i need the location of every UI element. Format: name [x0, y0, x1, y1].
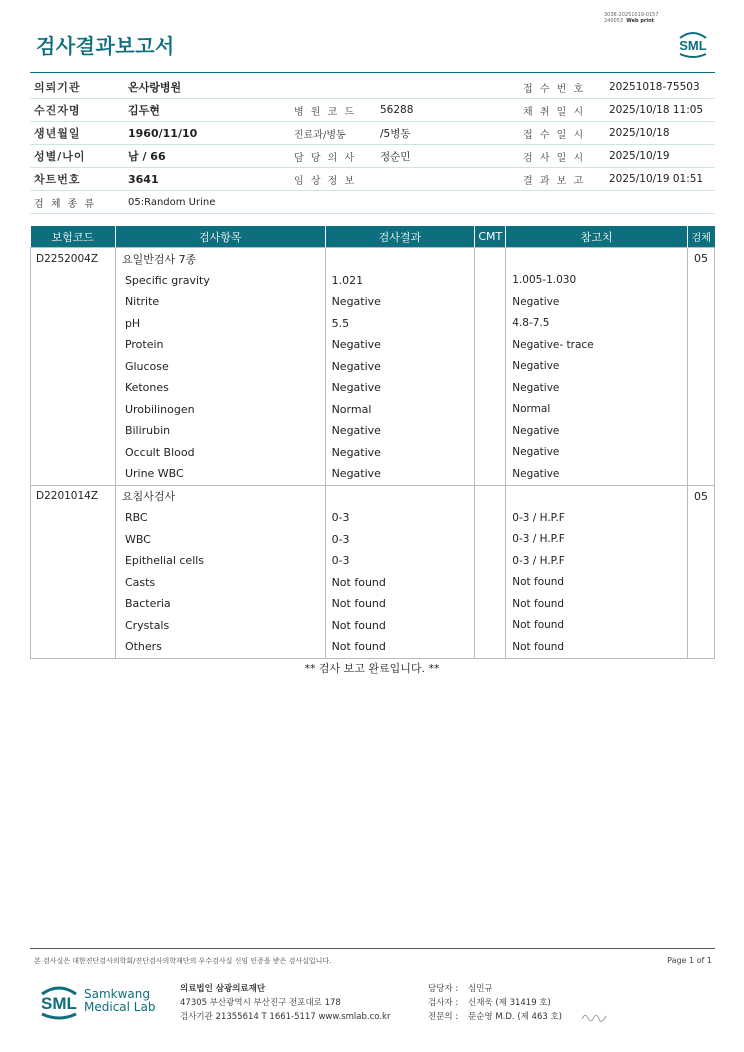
reference-value: 0-3 / H.P.F — [506, 529, 688, 551]
specimen-cell — [687, 615, 714, 637]
staff-row — [428, 1010, 562, 1024]
web-print-label: Web print — [626, 18, 655, 24]
specimen-cell — [687, 550, 714, 572]
test-item: Casts — [115, 572, 325, 594]
sml-logo-icon — [36, 980, 82, 1024]
table-row — [31, 442, 715, 464]
lab-address — [180, 982, 390, 1024]
info-value: 3641 — [118, 168, 284, 191]
info-label: 차트번호 — [30, 168, 118, 191]
info-label: 성별/나이 — [30, 145, 118, 168]
info-row — [30, 122, 715, 145]
result-group-row — [31, 248, 715, 270]
test-item: Occult Blood — [115, 442, 325, 464]
test-result: Negative — [325, 377, 475, 399]
reference-value: Not found — [506, 572, 688, 594]
test-result: Not found — [325, 615, 475, 637]
reference-value: Not found — [506, 636, 688, 658]
table-row — [31, 615, 715, 637]
footer-divider — [30, 948, 715, 949]
staff-name: 심민규 — [468, 984, 493, 994]
insurance-code-cell — [31, 377, 116, 399]
insurance-code-cell — [31, 270, 116, 292]
cmt-cell — [475, 529, 506, 551]
table-row — [31, 529, 715, 551]
specimen-cell — [687, 636, 714, 658]
test-item: Bacteria — [115, 593, 325, 615]
info-row — [30, 99, 715, 122]
insurance-code-cell — [31, 507, 116, 529]
staff-name: 문순영 M.D. (제 463 호) — [468, 1012, 563, 1022]
info-label: 생년월일 — [30, 122, 118, 145]
reference-value: Not found — [506, 593, 688, 615]
info-label: 진료과/병동 — [284, 122, 374, 145]
insurance-code-cell — [31, 615, 116, 637]
reference-value: Negative- trace — [506, 334, 688, 356]
test-result: 0-3 — [325, 550, 475, 572]
test-result: Negative — [325, 463, 475, 485]
info-label: 담 당 의 사 — [284, 145, 374, 168]
reference-value: 4.8-7.5 — [506, 313, 688, 335]
info-value: 김두현 — [118, 99, 284, 122]
test-result: Negative — [325, 334, 475, 356]
test-result: Not found — [325, 572, 475, 594]
info-row — [30, 76, 715, 99]
cmt-cell — [475, 442, 506, 464]
info-value: 20251018-75503 — [599, 76, 715, 99]
address-line: 47305 부산광역시 부산진구 전포대로 178 — [180, 998, 341, 1008]
info-value: 1960/11/10 — [118, 122, 284, 145]
col-header-item: 검사항목 — [115, 226, 325, 248]
staff-role: 담당자 : — [428, 984, 459, 994]
test-item: Ketones — [115, 377, 325, 399]
result-cell — [325, 248, 475, 270]
sml-logo-text: SML — [41, 994, 77, 1013]
insurance-code: D2201014Z — [31, 485, 116, 507]
info-value: /5병동 — [374, 122, 515, 145]
table-row — [31, 377, 715, 399]
reference-value: 1.005-1.030 — [506, 270, 688, 292]
lab-name-line1: Samkwang — [84, 987, 150, 1001]
reference-value: Negative — [506, 291, 688, 313]
specimen-cell — [687, 420, 714, 442]
test-item: Crystals — [115, 615, 325, 637]
table-row — [31, 334, 715, 356]
reference-value: Not found — [506, 615, 688, 637]
cmt-cell — [475, 270, 506, 292]
table-row — [31, 636, 715, 658]
cmt-cell — [475, 334, 506, 356]
cmt-cell — [475, 572, 506, 594]
results-header-row — [31, 226, 715, 248]
insurance-code-cell — [31, 334, 116, 356]
cmt-cell — [475, 636, 506, 658]
lab-name — [84, 988, 155, 1014]
insurance-code-cell — [31, 356, 116, 378]
table-row — [31, 420, 715, 442]
specimen-cell — [687, 572, 714, 594]
document-id — [604, 12, 659, 24]
specimen-cell — [687, 377, 714, 399]
header-divider — [30, 72, 715, 73]
test-item: Protein — [115, 334, 325, 356]
results-body — [31, 248, 715, 659]
info-row — [30, 168, 715, 191]
cmt-cell — [475, 507, 506, 529]
cmt-cell — [475, 313, 506, 335]
reference-value: Negative — [506, 377, 688, 399]
signature-icon — [580, 1010, 610, 1024]
info-value: 2025/10/19 — [599, 145, 715, 168]
insurance-code-cell — [31, 442, 116, 464]
cmt-cell — [475, 550, 506, 572]
info-label: 의뢰기관 — [30, 76, 118, 99]
table-row — [31, 572, 715, 594]
info-value: 남 / 66 — [118, 145, 284, 168]
test-result: Negative — [325, 442, 475, 464]
reference-value: Normal — [506, 399, 688, 421]
result-group-row — [31, 485, 715, 507]
sml-logo-text: SML — [679, 38, 707, 53]
staff-name: 신재욱 (제 31419 호) — [468, 998, 551, 1008]
cmt-cell — [475, 615, 506, 637]
info-value: 05:Random Urine — [118, 191, 715, 214]
staff-row — [428, 996, 562, 1010]
cmt-cell — [475, 593, 506, 615]
test-item: Urine WBC — [115, 463, 325, 485]
lab-name-line2: Medical Lab — [84, 1000, 156, 1014]
test-result: 1.021 — [325, 270, 475, 292]
test-item: Nitrite — [115, 291, 325, 313]
info-value: 정순민 — [374, 145, 515, 168]
col-header-ref: 참고치 — [506, 226, 688, 248]
report-complete-note: ** 검사 보고 완료입니다. ** — [304, 662, 440, 675]
test-item: Epithelial cells — [115, 550, 325, 572]
patient-info-table — [30, 76, 715, 214]
staff-row — [428, 982, 562, 996]
insurance-code-cell — [31, 463, 116, 485]
insurance-code-cell — [31, 550, 116, 572]
test-result: Not found — [325, 636, 475, 658]
insurance-code-cell — [31, 399, 116, 421]
info-row — [30, 191, 715, 214]
info-value: 2025/10/19 01:51 — [599, 168, 715, 191]
info-row — [30, 145, 715, 168]
specimen-cell — [687, 442, 714, 464]
insurance-code: D2252004Z — [31, 248, 116, 270]
specimen-cell — [687, 399, 714, 421]
certification-note: 본 검사실은 대한진단검사의학회/진단검사의학재단의 우수검사실 신임 인증을 받은 검사실입니다. — [34, 957, 332, 965]
table-row — [31, 507, 715, 529]
info-label: 임 상 정 보 — [284, 168, 374, 191]
specimen-cell — [687, 463, 714, 485]
table-row — [31, 399, 715, 421]
specimen-cell — [687, 334, 714, 356]
staff-list — [428, 982, 562, 1024]
test-item: pH — [115, 313, 325, 335]
reference-value: 0-3 / H.P.F — [506, 550, 688, 572]
cmt-cell — [475, 291, 506, 313]
insurance-code-cell — [31, 291, 116, 313]
table-row — [31, 463, 715, 485]
test-result: Negative — [325, 356, 475, 378]
test-group-name: 요침사검사 — [115, 485, 325, 507]
page-number: Page 1 of 1 — [667, 956, 712, 965]
report-title: 검사결과보고서 — [36, 34, 175, 58]
ref-cell — [506, 485, 688, 507]
cmt-cell — [475, 485, 506, 507]
info-label: 결 과 보 고 — [515, 168, 599, 191]
info-label: 접 수 번 호 — [515, 76, 599, 99]
test-item: WBC — [115, 529, 325, 551]
test-item: Glucose — [115, 356, 325, 378]
info-label: 검 사 일 시 — [515, 145, 599, 168]
info-label: 병 원 코 드 — [284, 99, 374, 122]
insurance-code-cell — [31, 529, 116, 551]
test-group-name: 요일반검사 7종 — [115, 248, 325, 270]
specimen-cell — [687, 291, 714, 313]
result-cell — [325, 485, 475, 507]
staff-role: 검사자 : — [428, 998, 459, 1008]
staff-role: 전문의 : — [428, 1012, 459, 1022]
table-row — [31, 313, 715, 335]
col-header-code: 보험코드 — [31, 226, 116, 248]
insurance-code-cell — [31, 313, 116, 335]
specimen-cell — [687, 270, 714, 292]
info-label: 채 취 일 시 — [515, 99, 599, 122]
col-header-specimen: 검체 — [687, 226, 714, 248]
test-item: Specific gravity — [115, 270, 325, 292]
insurance-code-cell — [31, 420, 116, 442]
test-item: Bilirubin — [115, 420, 325, 442]
table-row — [31, 356, 715, 378]
cmt-cell — [475, 420, 506, 442]
cmt-cell — [475, 377, 506, 399]
test-result: 0-3 — [325, 507, 475, 529]
contact-line: 검사기관 21355614 T 1661-5117 www.smlab.co.kr — [180, 1012, 391, 1022]
specimen-cell — [687, 507, 714, 529]
cmt-cell — [475, 399, 506, 421]
document-id-line2: 240053 — [604, 18, 624, 24]
table-row — [31, 593, 715, 615]
col-header-cmt: CMT — [475, 226, 506, 248]
info-value: 온사랑병원 — [118, 76, 515, 99]
sml-logo-icon — [674, 26, 712, 60]
test-result: Normal — [325, 399, 475, 421]
col-header-result: 검사결과 — [325, 226, 475, 248]
specimen-cell — [687, 593, 714, 615]
test-result: Negative — [325, 291, 475, 313]
insurance-code-cell — [31, 636, 116, 658]
specimen-cell — [687, 356, 714, 378]
test-result: Not found — [325, 593, 475, 615]
reference-value: Negative — [506, 442, 688, 464]
test-item: Urobilinogen — [115, 399, 325, 421]
cmt-cell — [475, 463, 506, 485]
test-result: 0-3 — [325, 529, 475, 551]
specimen-cell — [687, 313, 714, 335]
test-item: RBC — [115, 507, 325, 529]
info-value: 2025/10/18 11:05 — [599, 99, 715, 122]
table-row — [31, 550, 715, 572]
specimen-code: 05 — [687, 485, 714, 507]
info-label: 수진자명 — [30, 99, 118, 122]
cmt-cell — [475, 356, 506, 378]
specimen-cell — [687, 529, 714, 551]
info-label: 접 수 일 시 — [515, 122, 599, 145]
table-row — [31, 270, 715, 292]
insurance-code-cell — [31, 593, 116, 615]
test-result: 5.5 — [325, 313, 475, 335]
foundation-name: 의료법인 삼광의료재단 — [180, 984, 266, 994]
test-item: Others — [115, 636, 325, 658]
info-value — [374, 168, 515, 191]
table-row — [31, 291, 715, 313]
test-result: Negative — [325, 420, 475, 442]
reference-value: Negative — [506, 463, 688, 485]
reference-value: Negative — [506, 356, 688, 378]
insurance-code-cell — [31, 572, 116, 594]
ref-cell — [506, 248, 688, 270]
info-value: 2025/10/18 — [599, 122, 715, 145]
results-table — [30, 226, 715, 659]
document-id-line1: 3038-20251019-0157 — [604, 12, 659, 18]
cmt-cell — [475, 248, 506, 270]
reference-value: Negative — [506, 420, 688, 442]
info-label: 검 체 종 류 — [30, 191, 118, 214]
specimen-code: 05 — [687, 248, 714, 270]
reference-value: 0-3 / H.P.F — [506, 507, 688, 529]
info-value: 56288 — [374, 99, 515, 122]
